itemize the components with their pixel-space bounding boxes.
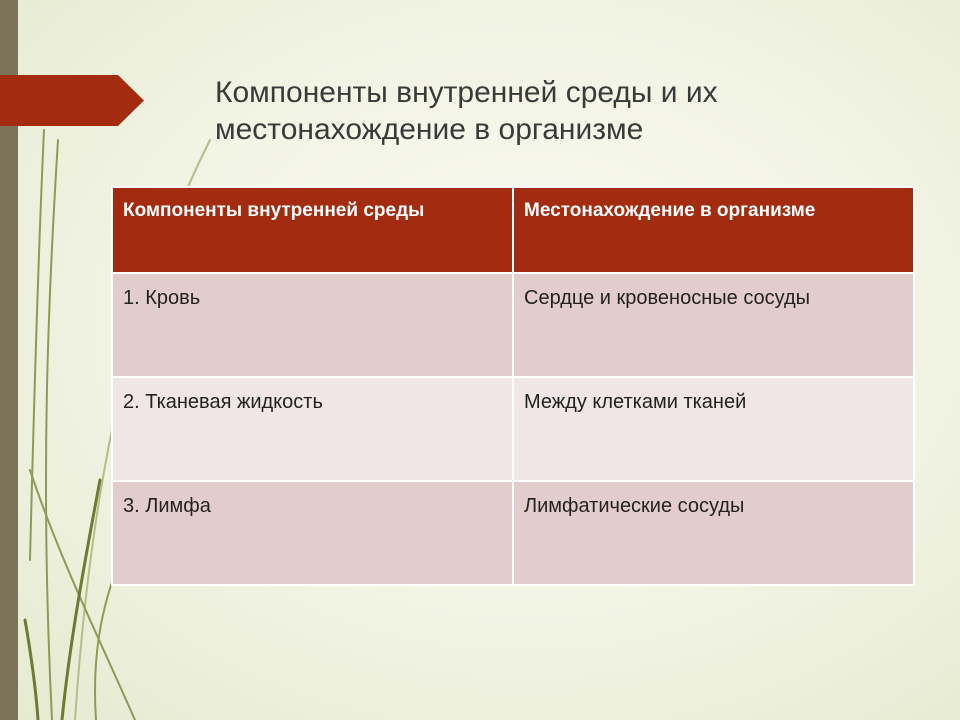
header-components: Компоненты внутренней среды bbox=[112, 187, 513, 273]
slide-title: Компоненты внутренней среды и их местонахождение в организме bbox=[215, 76, 718, 146]
table-row bbox=[112, 273, 914, 377]
cell-location: Лимфатические сосуды bbox=[513, 481, 914, 585]
table-row bbox=[112, 377, 914, 481]
cell-component: 3. Лимфа bbox=[112, 481, 513, 585]
cell-component: 1. Кровь bbox=[112, 273, 513, 377]
table-header-row bbox=[112, 187, 914, 273]
title-accent-arrow bbox=[0, 75, 144, 126]
table-row bbox=[112, 481, 914, 585]
cell-location: Сердце и кровеносные сосуды bbox=[513, 273, 914, 377]
components-table bbox=[111, 186, 913, 586]
header-location: Местонахождение в организме bbox=[513, 187, 914, 273]
cell-component: 2. Тканевая жидкость bbox=[112, 377, 513, 481]
cell-location: Между клетками тканей bbox=[513, 377, 914, 481]
